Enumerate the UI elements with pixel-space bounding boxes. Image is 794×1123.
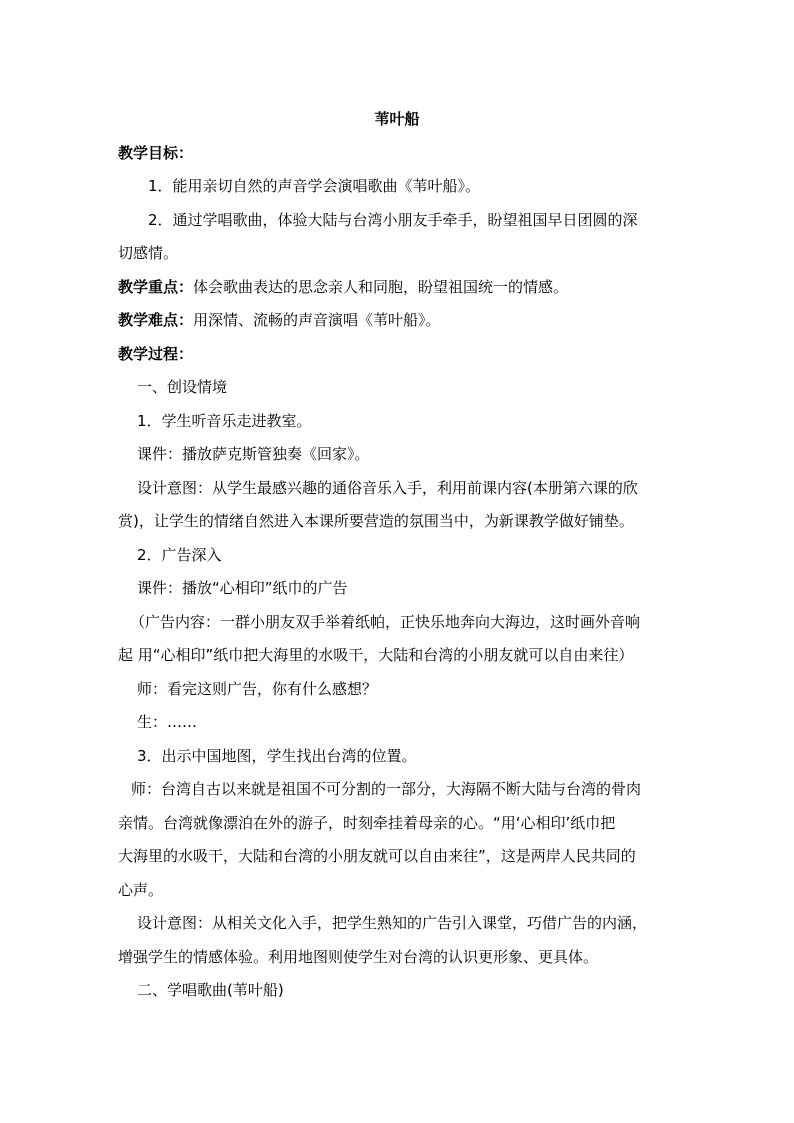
- difficulty-text: 用深情、流畅的声音演唱《苇叶船》。: [193, 311, 441, 329]
- ad-content-line-2: 起 用“心相印”纸巾把大海里的水吸干，大陆和台湾的小朋友就可以自由来往）: [118, 646, 634, 664]
- process-heading: 教学过程：: [118, 345, 194, 363]
- document-title: 苇叶船: [374, 110, 420, 128]
- teacher-question: 师：看完这则广告，你有什么感想？: [137, 680, 378, 698]
- objective-2-line-1: 2．通过学唱歌曲，体验大陆与台湾小朋友手牵手，盼望祖国早日团圆的深: [148, 211, 638, 229]
- difficulty-paragraph: [118, 310, 441, 330]
- design-2-line-2: 增强学生的情感体验。利用地图则使学生对台湾的认识更形象、更具体。: [118, 948, 599, 966]
- courseware-1: 课件：播放萨克斯管独奏《回家》。: [137, 445, 370, 463]
- design-1-line-1: 设计意图：从学生最感兴趣的通俗音乐入手，利用前课内容(本册第六课的欣: [137, 479, 638, 497]
- courseware-2: 课件：播放“心相印”纸巾的广告: [137, 579, 348, 597]
- objectives-heading: 教学目标：: [118, 144, 194, 162]
- teacher-paragraph-line-1: 师：台湾自古以来就是祖国不可分割的一部分，大海隔不断大陆与台湾的骨肉: [131, 780, 642, 798]
- step-1: 1．学生听音乐走进教室。: [137, 412, 312, 430]
- section-1-heading: 一、创设情境: [137, 378, 228, 396]
- difficulty-label: 教学难点：: [118, 311, 194, 329]
- design-2-line-1: 设计意图：从相关文化入手，把学生熟知的广告引入课堂，巧借广告的内涵，: [137, 914, 648, 932]
- objective-2-line-2: 切感情。: [118, 244, 179, 262]
- section-2-heading: 二、学唱歌曲(苇叶船): [137, 981, 284, 999]
- key-point-text: 体会歌曲表达的思念亲人和同胞，盼望祖国统一的情感。: [193, 278, 569, 296]
- key-point-label: 教学重点：: [118, 278, 194, 296]
- key-point-paragraph: [118, 277, 568, 297]
- teacher-paragraph-line-4: 心声。: [118, 881, 164, 899]
- step-2: 2．广告深入: [137, 546, 222, 564]
- objective-1: 1．能用亲切自然的声音学会演唱歌曲《苇叶船》。: [148, 177, 481, 195]
- teacher-paragraph-line-3: 大海里的水吸干，大陆和台湾的小朋友就可以自由来往”，这是两岸人民共同的: [118, 847, 636, 865]
- design-1-line-2: 赏)，让学生的情绪自然进入本课所要营造的氛围当中，为新课教学做好铺垫。: [118, 512, 634, 530]
- student-answer: 生：……: [137, 713, 198, 731]
- step-3: 3．出示中国地图，学生找出台湾的位置。: [137, 747, 417, 765]
- ad-content-line-1: （广告内容：一群小朋友双手举着纸帕，正快乐地奔向大海边，这时画外音响: [130, 613, 641, 631]
- teacher-paragraph-line-2: 亲情。台湾就像漂泊在外的游子，时刻牵挂着母亲的心。“用‘心相印’纸巾把: [118, 814, 616, 832]
